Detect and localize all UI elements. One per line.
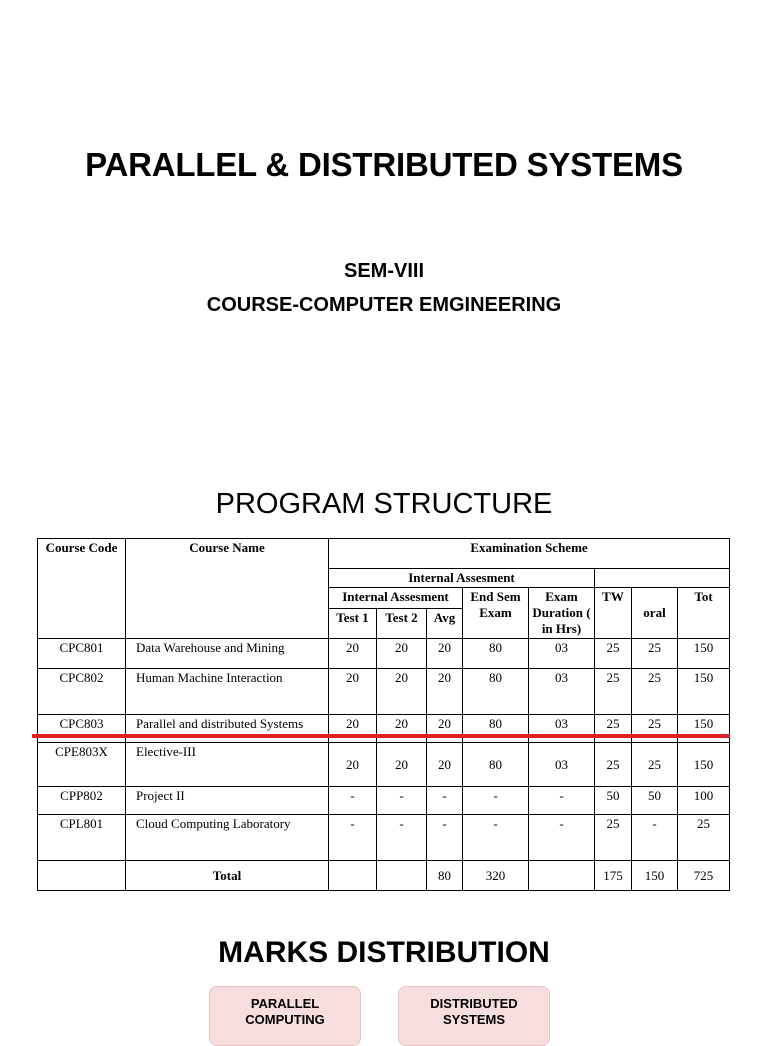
total-empty-cell (377, 861, 427, 891)
test2-cell: - (377, 815, 427, 861)
test2-cell: 20 (377, 669, 427, 715)
total-empty-cell (38, 861, 126, 891)
end-sem-cell: 80 (463, 639, 529, 669)
test1-cell: 20 (329, 743, 377, 787)
tw-cell: 50 (595, 787, 632, 815)
test2-cell: 20 (377, 715, 427, 743)
tot-cell: 150 (678, 715, 730, 743)
table-row (38, 743, 730, 787)
course-code: CPP802 (38, 787, 126, 815)
table-row (38, 715, 730, 743)
course-code: CPC803 (38, 715, 126, 743)
page-title: PARALLEL & DISTRIBUTED SYSTEMS (85, 146, 683, 183)
table-row (38, 815, 730, 861)
course-name: Human Machine Interaction (126, 669, 329, 715)
total-oral: 150 (632, 861, 678, 891)
test2-cell: 20 (377, 639, 427, 669)
test1-cell: - (329, 787, 377, 815)
tot-cell: 100 (678, 787, 730, 815)
duration-cell: 03 (529, 715, 595, 743)
header-test2: Test 2 (377, 608, 427, 638)
tw-cell: 25 (595, 715, 632, 743)
oral-cell: 50 (632, 787, 678, 815)
header-exam-duration: Exam Duration ( in Hrs) (529, 588, 595, 639)
parallel-computing-card[interactable]: PARALLEL COMPUTING (209, 986, 361, 1046)
program-structure-heading: PROGRAM STRUCTURE (215, 488, 553, 520)
header-oral: oral (632, 588, 678, 639)
table-row (38, 787, 730, 815)
semester-label: SEM-VIII (343, 260, 424, 282)
distributed-systems-card[interactable]: DISTRIBUTED SYSTEMS (398, 986, 550, 1046)
duration-cell: 03 (529, 639, 595, 669)
tot-cell: 25 (678, 815, 730, 861)
test1-cell: - (329, 815, 377, 861)
end-sem-cell: 80 (463, 743, 529, 787)
avg-cell: 20 (427, 669, 463, 715)
total-tw: 175 (595, 861, 632, 891)
duration-cell: 03 (529, 743, 595, 787)
duration-cell: - (529, 787, 595, 815)
avg-cell: 20 (427, 743, 463, 787)
header-course-name: Course Name (126, 539, 329, 639)
tw-cell: 25 (595, 743, 632, 787)
oral-cell: - (632, 815, 678, 861)
header-exam-scheme: Examination Scheme (329, 539, 730, 569)
duration-cell: 03 (529, 669, 595, 715)
end-sem-cell: 80 (463, 669, 529, 715)
end-sem-cell: - (463, 815, 529, 861)
total-label: Total (126, 861, 329, 891)
header-internal-assessment-top: Internal Assesment (329, 569, 595, 588)
test2-cell: 20 (377, 743, 427, 787)
header-tot: Tot (678, 588, 730, 639)
test2-cell: - (377, 787, 427, 815)
total-end-sem: 320 (463, 861, 529, 891)
oral-cell: 25 (632, 743, 678, 787)
avg-cell: 20 (427, 639, 463, 669)
header-test1: Test 1 (329, 608, 377, 638)
test1-cell: 20 (329, 639, 377, 669)
course-name: Cloud Computing Laboratory (126, 815, 329, 861)
avg-cell: - (427, 815, 463, 861)
header-tw: TW (595, 588, 632, 639)
avg-cell: - (427, 787, 463, 815)
oral-cell: 25 (632, 669, 678, 715)
course-label: COURSE-COMPUTER EMGINEERING (206, 294, 562, 316)
course-name: Project II (126, 787, 329, 815)
course-code: CPL801 (38, 815, 126, 861)
course-code: CPC802 (38, 669, 126, 715)
course-code: CPC801 (38, 639, 126, 669)
table-row (38, 669, 730, 715)
highlight-line (32, 734, 730, 738)
table-total-row (38, 861, 730, 891)
course-name: Elective-III (126, 743, 329, 787)
course-name: Parallel and distributed Systems (126, 715, 329, 743)
end-sem-cell: - (463, 787, 529, 815)
tw-cell: 25 (595, 815, 632, 861)
tw-cell: 25 (595, 669, 632, 715)
course-name: Data Warehouse and Mining (126, 639, 329, 669)
header-avg: Avg (427, 608, 463, 638)
oral-cell: 25 (632, 715, 678, 743)
oral-cell: 25 (632, 639, 678, 669)
total-empty-cell (329, 861, 377, 891)
test1-cell: 20 (329, 715, 377, 743)
program-structure-table (37, 538, 730, 891)
course-code: CPE803X (38, 743, 126, 787)
total-empty-cell (529, 861, 595, 891)
tot-cell: 150 (678, 743, 730, 787)
end-sem-cell: 80 (463, 715, 529, 743)
tw-cell: 25 (595, 639, 632, 669)
table-row (38, 639, 730, 669)
tot-cell: 150 (678, 669, 730, 715)
header-end-sem: End Sem Exam (463, 588, 529, 639)
tot-cell: 150 (678, 639, 730, 669)
total-tot: 725 (678, 861, 730, 891)
header-course-code: Course Code (38, 539, 126, 639)
avg-cell: 20 (427, 715, 463, 743)
header-spacer (595, 569, 730, 588)
total-avg: 80 (427, 861, 463, 891)
header-internal-assessment: Internal Assesment (329, 588, 463, 609)
marks-distribution-heading: MARKS DISTRIBUTION (218, 936, 550, 969)
test1-cell: 20 (329, 669, 377, 715)
duration-cell: - (529, 815, 595, 861)
